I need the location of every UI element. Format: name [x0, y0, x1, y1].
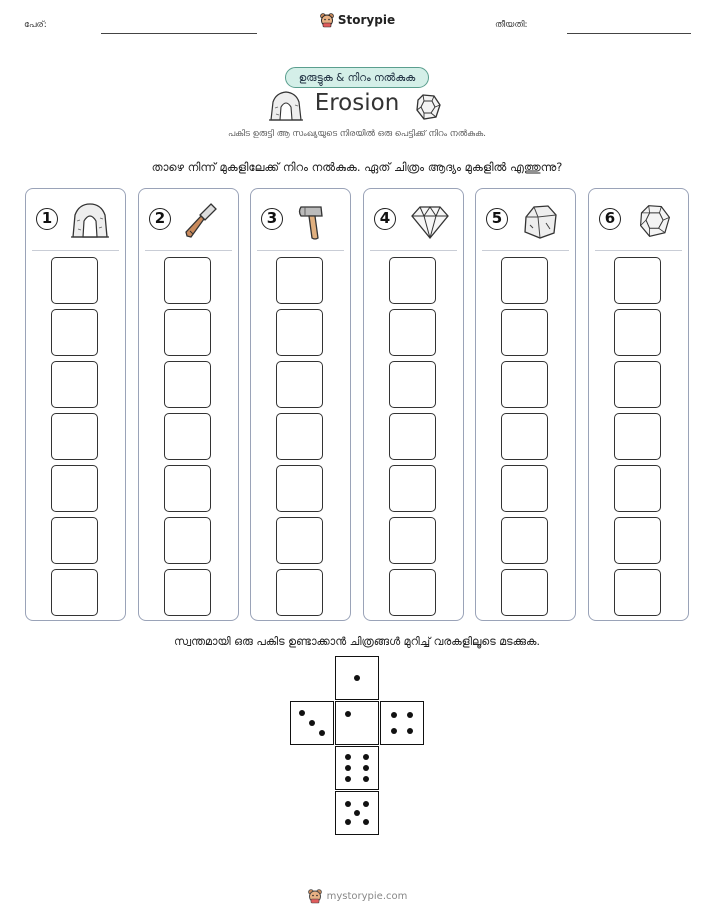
color-box[interactable]: [501, 413, 548, 460]
die-net[interactable]: [290, 656, 425, 836]
color-box[interactable]: [164, 361, 211, 408]
color-box[interactable]: [164, 465, 211, 512]
color-box[interactable]: [51, 465, 98, 512]
color-box[interactable]: [276, 309, 323, 356]
column-number: 3: [261, 208, 283, 230]
color-box[interactable]: [276, 257, 323, 304]
die-face-4: [380, 701, 424, 745]
chisel-icon: [183, 201, 223, 241]
storypie-bear-icon: [307, 888, 323, 904]
column-number: 1: [36, 208, 58, 230]
color-box[interactable]: [164, 569, 211, 616]
color-box[interactable]: [614, 569, 661, 616]
color-box[interactable]: [501, 517, 548, 564]
die-face-5: [335, 791, 379, 835]
brand-logo: [0, 12, 714, 28]
footer-url[interactable]: mystorypie.com: [326, 890, 408, 902]
color-box[interactable]: [51, 517, 98, 564]
color-box[interactable]: [501, 361, 548, 408]
color-box[interactable]: [276, 361, 323, 408]
column-number: 6: [599, 208, 621, 230]
subtitle: പകിട ഉരുട്ടി ആ സംഖ്യയുടെ നിരയിൽ ഒരു പെട്ടിക്ക് നിറം നൽകുക.: [228, 129, 486, 139]
color-box[interactable]: [276, 413, 323, 460]
column-5: [475, 188, 576, 621]
rock-icon: [520, 201, 560, 241]
column-3: [250, 188, 351, 621]
color-box[interactable]: [276, 465, 323, 512]
color-box[interactable]: [501, 569, 548, 616]
name-label: പേര്:: [24, 20, 47, 30]
footer: [0, 888, 714, 904]
hammer-icon: [295, 201, 335, 241]
brand-name: Storypie: [337, 13, 396, 27]
color-box[interactable]: [276, 517, 323, 564]
crystal-title-icon: [414, 93, 442, 121]
color-box[interactable]: [389, 257, 436, 304]
color-box[interactable]: [51, 257, 98, 304]
column-2: [138, 188, 239, 621]
die-instruction: സ്വന്തമായി ഒരു പകിട ഉണ്ടാക്കാൻ ചിത്രങ്ങൾ മുറിച്ച് വരകളിലൂടെ മടക്കുക.: [174, 635, 540, 648]
column-number: 2: [149, 208, 171, 230]
color-box[interactable]: [51, 309, 98, 356]
instruction: താഴെ നിന്ന് മുകളിലേക്ക് നിറം നൽകുക. ഏത് ചിത്രം ആദ്യം മുകളിൽ എത്തുന്നു?: [151, 160, 563, 174]
color-box[interactable]: [614, 413, 661, 460]
color-box[interactable]: [389, 465, 436, 512]
color-box[interactable]: [51, 569, 98, 616]
column-6: [588, 188, 689, 621]
color-box[interactable]: [164, 309, 211, 356]
color-box[interactable]: [389, 517, 436, 564]
color-box[interactable]: [614, 517, 661, 564]
column-1: [25, 188, 126, 621]
color-box[interactable]: [389, 413, 436, 460]
color-box[interactable]: [501, 257, 548, 304]
die-face-6: [335, 746, 379, 790]
color-box[interactable]: [614, 309, 661, 356]
color-box[interactable]: [164, 413, 211, 460]
column-number: 4: [374, 208, 396, 230]
date-line[interactable]: [567, 33, 691, 34]
color-box[interactable]: [614, 361, 661, 408]
crystal-icon: [637, 201, 673, 241]
storypie-bear-icon: [319, 12, 335, 28]
color-box[interactable]: [51, 413, 98, 460]
color-box[interactable]: [164, 517, 211, 564]
color-box[interactable]: [614, 465, 661, 512]
color-box[interactable]: [501, 309, 548, 356]
die-face-1: [335, 701, 379, 745]
column-4: [363, 188, 464, 621]
color-box[interactable]: [51, 361, 98, 408]
color-box[interactable]: [276, 569, 323, 616]
color-box[interactable]: [614, 257, 661, 304]
page-title: Erosion: [314, 90, 400, 116]
die-face-1: [335, 656, 379, 700]
color-box[interactable]: [164, 257, 211, 304]
color-box[interactable]: [389, 569, 436, 616]
color-box[interactable]: [501, 465, 548, 512]
activity-tag: ഉരുട്ടുക & നിറം നൽകുക: [285, 67, 429, 88]
diamond-icon: [408, 201, 452, 241]
die-face-3: [290, 701, 334, 745]
color-box[interactable]: [389, 309, 436, 356]
date-label: തീയതി:: [495, 20, 528, 30]
name-line[interactable]: [101, 33, 257, 34]
rock-arch-icon: [70, 201, 110, 241]
color-box[interactable]: [389, 361, 436, 408]
column-number: 5: [486, 208, 508, 230]
